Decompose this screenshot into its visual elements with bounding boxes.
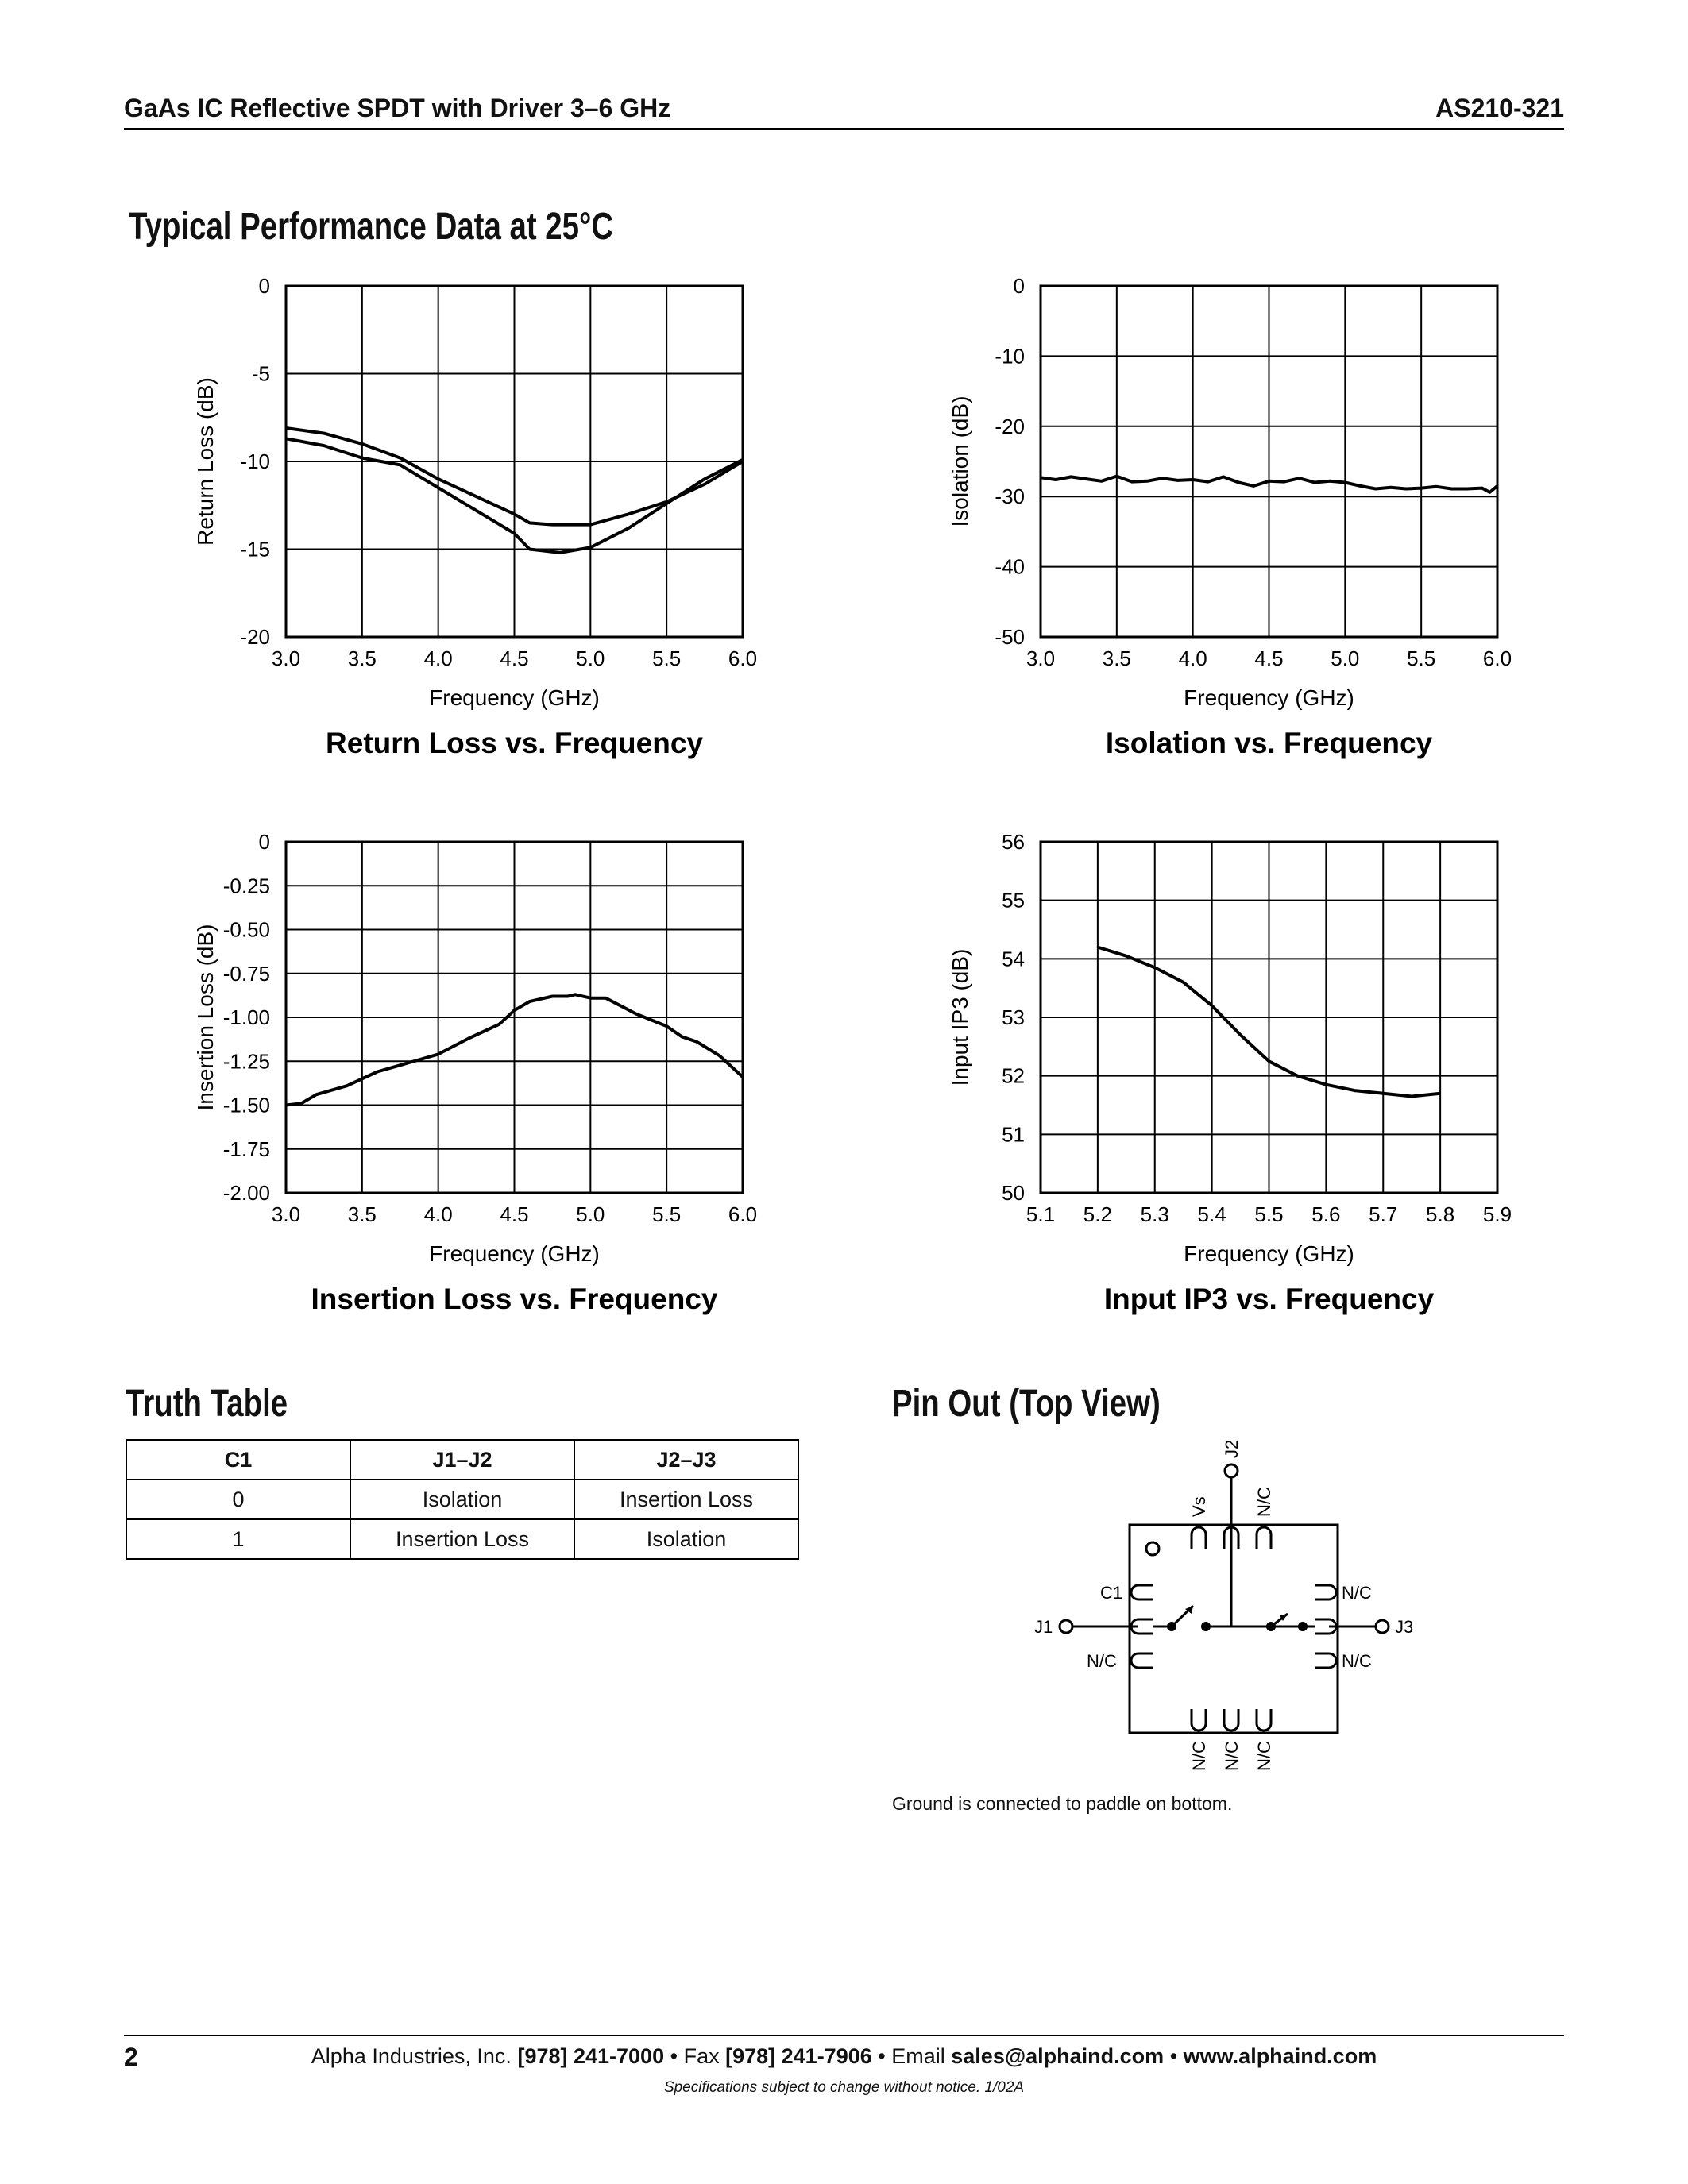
label-nc-bottom-3: N/C	[1254, 1741, 1274, 1771]
performance-section-title: Typical Performance Data at 25°C	[129, 206, 614, 248]
x-tick-label: 5.0	[576, 1202, 605, 1226]
truth-table-title: Truth Table	[126, 1383, 288, 1425]
footer-email-label: Email	[891, 2044, 945, 2068]
x-tick-label: 4.5	[1254, 646, 1284, 670]
x-tick-label: 5.0	[1331, 646, 1360, 670]
chart-insertion-loss	[159, 826, 794, 1338]
y-tick-label: 0	[258, 274, 270, 298]
table-cell: 1	[126, 1519, 350, 1559]
x-axis-label: Frequency (GHz)	[429, 1241, 600, 1266]
y-tick-label: -50	[995, 625, 1025, 649]
y-tick-label: 54	[1002, 947, 1025, 971]
y-tick-label: -15	[240, 537, 270, 561]
footer-bullet: •	[878, 2044, 886, 2068]
x-tick-label: 5.5	[1254, 1202, 1284, 1226]
x-tick-label: 3.5	[1102, 646, 1131, 670]
footer-fax: [978] 241-7906	[725, 2044, 872, 2068]
pad-vs	[1192, 1527, 1206, 1549]
y-tick-label: -1.25	[222, 1049, 270, 1074]
x-tick-label: 4.0	[423, 1202, 453, 1226]
x-tick-label: 3.0	[271, 646, 301, 670]
x-tick-label: 4.0	[1178, 646, 1207, 670]
x-tick-label: 5.6	[1311, 1202, 1341, 1226]
y-tick-label: -10	[240, 450, 270, 473]
chart-isolation	[914, 270, 1549, 782]
x-axis-label: Frequency (GHz)	[1184, 685, 1354, 710]
y-tick-label: -40	[995, 554, 1025, 579]
pinout-title: Pin Out (Top View)	[892, 1383, 1161, 1425]
y-tick-label: -20	[995, 414, 1025, 438]
footer-company: Alpha Industries, Inc.	[311, 2044, 512, 2068]
header-c1: C1	[224, 1447, 253, 1472]
x-tick-label: 5.3	[1140, 1202, 1169, 1226]
x-tick-label: 5.7	[1369, 1202, 1398, 1226]
table-row	[126, 1519, 798, 1559]
x-tick-label: 5.0	[576, 646, 605, 670]
pad-c1	[1131, 1585, 1153, 1599]
pinout-diagram	[1033, 1430, 1446, 1795]
j2-terminal	[1225, 1464, 1238, 1477]
y-tick-label: -2.00	[222, 1181, 270, 1205]
table-cell: Isolation	[574, 1519, 798, 1559]
chart-input-ip3	[914, 826, 1549, 1338]
table-cell: Insertion Loss	[350, 1519, 574, 1559]
pad-nc-bottom-2	[1224, 1709, 1238, 1731]
x-tick-label: 6.0	[1482, 646, 1512, 670]
label-j3: J3	[1395, 1617, 1414, 1637]
label-nc-right-1: N/C	[1342, 1583, 1372, 1603]
y-tick-label: 55	[1002, 888, 1025, 913]
footer-contact	[0, 2044, 1688, 2069]
switch-node	[1266, 1622, 1276, 1631]
pinout-note: Ground is connected to paddle on bottom.	[892, 1793, 1233, 1814]
truth-table	[126, 1439, 799, 1560]
switch-node	[1298, 1622, 1308, 1631]
footer-email-link[interactable]: sales@alphaind.com	[951, 2044, 1165, 2068]
label-nc-left: N/C	[1087, 1651, 1117, 1671]
x-tick-label: 5.9	[1482, 1202, 1512, 1226]
y-tick-label: 50	[1002, 1181, 1025, 1205]
x-tick-label: 3.0	[271, 1202, 301, 1226]
y-tick-label: -20	[240, 625, 270, 649]
x-tick-label: 6.0	[728, 1202, 758, 1226]
x-tick-label: 5.5	[652, 646, 682, 670]
footer-note: Specifications subject to change without notice. 1/02A	[663, 2079, 1025, 2096]
y-tick-label: -10	[995, 344, 1025, 369]
table-cell: 0	[126, 1480, 350, 1519]
x-tick-label: 5.4	[1197, 1202, 1226, 1226]
switch-node	[1201, 1622, 1211, 1631]
footer-phone: [978] 241-7000	[517, 2044, 665, 2068]
label-j2: J2	[1222, 1439, 1242, 1458]
x-tick-label: 4.5	[500, 646, 529, 670]
pad-nc-right-1	[1315, 1585, 1336, 1599]
table-cell: Insertion Loss	[574, 1480, 798, 1519]
chart-return-loss	[159, 270, 794, 782]
pad-nc-top	[1257, 1527, 1271, 1549]
pad-nc-left	[1131, 1653, 1153, 1668]
label-nc-bottom-1: N/C	[1189, 1741, 1209, 1771]
document-title: GaAs IC Reflective SPDT with Driver 3–6 GHz	[124, 94, 671, 122]
y-axis-label: Insertion Loss (dB)	[193, 924, 218, 1111]
chart-title: Input IP3 vs. Frequency	[1103, 1283, 1435, 1315]
y-tick-label: 53	[1002, 1005, 1025, 1029]
page-number: 2	[124, 2043, 138, 2071]
chart-svg	[159, 826, 794, 1334]
y-tick-label: -0.25	[222, 874, 270, 898]
x-axis-label: Frequency (GHz)	[429, 685, 600, 710]
label-j1: J1	[1034, 1617, 1053, 1637]
y-tick-label: -0.50	[222, 917, 270, 942]
footer-bullet: •	[670, 2044, 678, 2068]
x-tick-label: 4.5	[500, 1202, 529, 1226]
truth-table-header	[126, 1440, 350, 1480]
chart-title: Isolation vs. Frequency	[1105, 727, 1433, 759]
j3-terminal	[1376, 1620, 1389, 1633]
chart-svg	[914, 826, 1549, 1334]
x-tick-label: 6.0	[728, 646, 758, 670]
chart-svg	[914, 270, 1549, 778]
x-tick-label: 5.1	[1026, 1202, 1056, 1226]
table-row	[126, 1480, 798, 1519]
header-j1-j2: J1–J2	[432, 1447, 492, 1472]
x-tick-label: 4.0	[423, 646, 453, 670]
y-tick-label: 0	[258, 830, 270, 854]
x-tick-label: 5.5	[652, 1202, 682, 1226]
x-tick-label: 5.2	[1083, 1202, 1112, 1226]
x-tick-label: 5.5	[1407, 646, 1436, 670]
y-tick-label: -1.75	[222, 1136, 270, 1161]
truth-table-header	[574, 1440, 798, 1480]
y-tick-label: -1.50	[222, 1093, 270, 1117]
footer-bullet: •	[1169, 2044, 1178, 2068]
footer-fax-label: Fax	[683, 2044, 720, 2068]
y-tick-label: 51	[1002, 1122, 1025, 1147]
truth-table-header	[350, 1440, 574, 1480]
label-c1: C1	[1100, 1583, 1123, 1603]
label-nc-top: N/C	[1254, 1487, 1274, 1517]
pad-nc-bottom-1	[1192, 1709, 1206, 1731]
chart-title: Insertion Loss vs. Frequency	[311, 1283, 718, 1315]
pin1-indicator	[1146, 1542, 1159, 1555]
x-tick-label: 3.5	[347, 646, 377, 670]
footer-rule	[124, 2035, 1564, 2036]
y-tick-label: -5	[251, 361, 270, 386]
switch-node	[1167, 1622, 1176, 1631]
y-axis-label: Input IP3 (dB)	[948, 948, 972, 1086]
table-cell: Isolation	[350, 1480, 574, 1519]
label-nc-bottom-2: N/C	[1222, 1741, 1242, 1771]
y-tick-label: -30	[995, 484, 1025, 509]
footer-web-link[interactable]: www.alphaind.com	[1183, 2044, 1377, 2068]
header-rule	[124, 128, 1564, 130]
j1-terminal	[1060, 1620, 1072, 1633]
y-tick-label: 0	[1013, 274, 1025, 298]
x-axis-label: Frequency (GHz)	[1184, 1241, 1354, 1266]
truth-table-header-row	[126, 1440, 798, 1480]
y-tick-label: 56	[1002, 830, 1025, 854]
x-tick-label: 3.0	[1026, 646, 1056, 670]
pad-nc-bottom-3	[1257, 1709, 1271, 1731]
label-nc-right-2: N/C	[1342, 1651, 1372, 1671]
x-tick-label: 3.5	[347, 1202, 377, 1226]
y-tick-label: -0.75	[222, 961, 270, 986]
y-tick-label: 52	[1002, 1063, 1025, 1088]
y-axis-label: Return Loss (dB)	[193, 377, 218, 546]
part-number: AS210-321	[1435, 94, 1564, 122]
y-tick-label: -1.00	[222, 1005, 270, 1029]
label-vs: Vs	[1189, 1496, 1209, 1517]
pad-nc-right-2	[1315, 1653, 1336, 1668]
chart-svg	[159, 270, 794, 778]
chart-title: Return Loss vs. Frequency	[326, 727, 703, 759]
header-j2-j3: J2–J3	[656, 1447, 717, 1472]
x-tick-label: 5.8	[1426, 1202, 1455, 1226]
y-axis-label: Isolation (dB)	[948, 396, 972, 527]
